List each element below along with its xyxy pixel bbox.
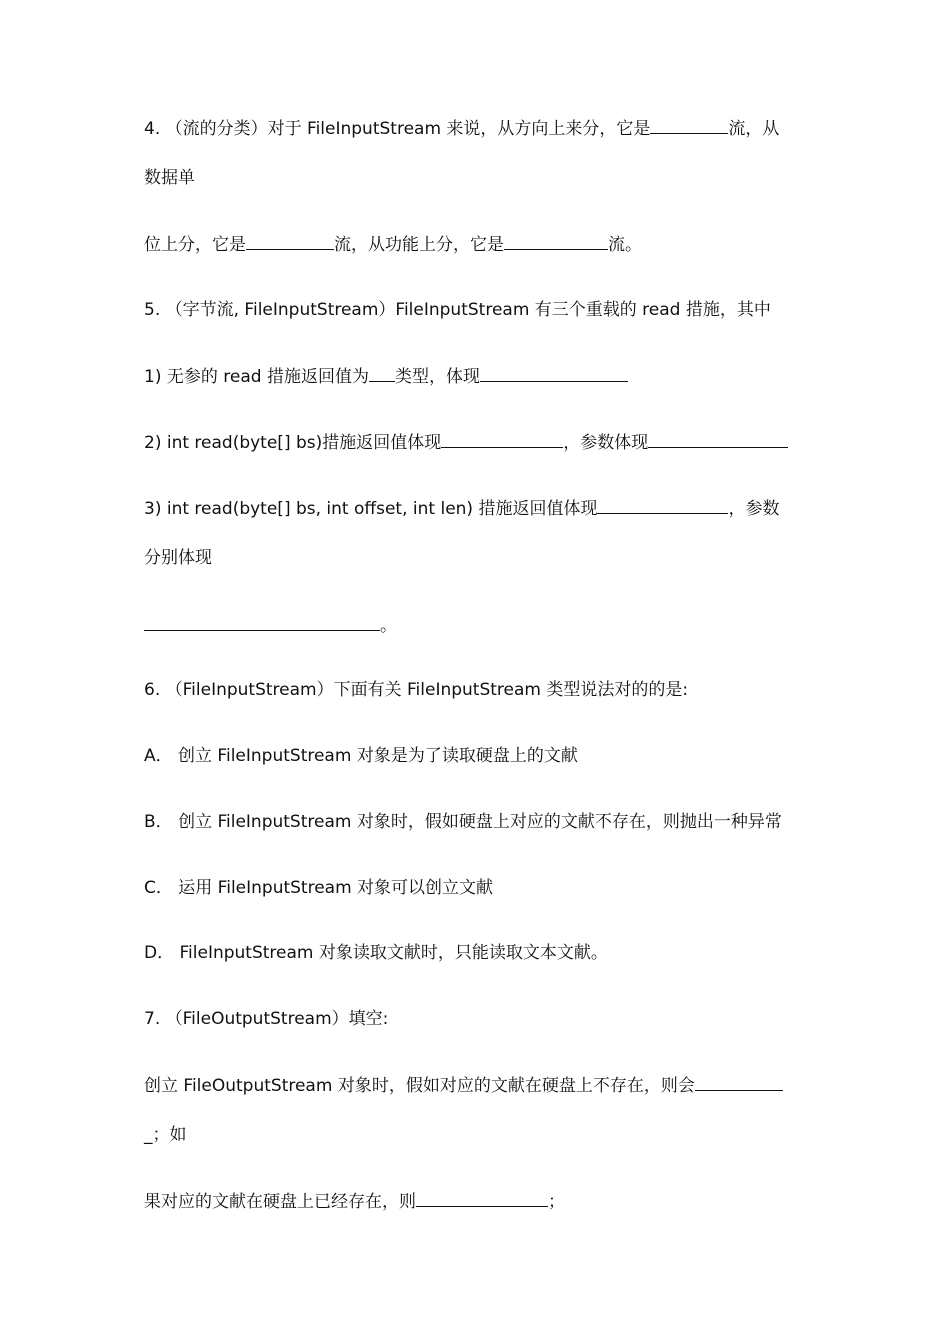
q5-s1-blank-type <box>369 365 395 382</box>
q4-text-c: 数据单 <box>144 168 195 188</box>
q6-title <box>144 679 688 701</box>
q5-title-text: 5. （字节流, FileInputStream）FileInputStream 有三个重载的 read 措施，其中 <box>144 300 771 320</box>
q4-text-e: 流，从功能上分，它是 <box>334 235 504 255</box>
q5-s3d-text: 。 <box>380 616 397 636</box>
q4-line-1 <box>144 117 779 140</box>
q4-text-a: 4. （流的分类）对于 FileInputStream 来说，从方向上来分，它是 <box>144 119 651 139</box>
q5-s3b-text: ，参数 <box>728 499 780 519</box>
q5-s2-blank-param <box>648 431 788 448</box>
q7-line-2 <box>144 1124 187 1146</box>
q7-text-a: 创立 FileOutputStream 对象时，假如对应的文献在硬盘上不存在，则会 <box>144 1076 695 1096</box>
q5-s2b-text: ，参数体现 <box>563 433 649 453</box>
q5-s1b-text: 类型，体现 <box>394 367 480 387</box>
q7-text-c: 果对应的文献在硬盘上已经存在，则 <box>144 1192 416 1212</box>
q5-s3-blank-params <box>144 614 380 631</box>
q5-sub-3-cont <box>144 547 212 569</box>
q4-blank-function <box>504 233 608 250</box>
q4-text-b: 流，从 <box>728 119 780 139</box>
q4-blank-unit <box>246 233 334 250</box>
q7-line-3 <box>144 1190 565 1213</box>
q7-title-text: 7. （FileOutputStream）填空: <box>144 1009 389 1029</box>
q5-sub-1 <box>144 365 628 388</box>
q7-blank-not-exist <box>695 1074 783 1091</box>
q6-option-c-text: C． 运用 FileInputStream 对象可以创立文献 <box>144 878 494 898</box>
q7-line-1 <box>144 1074 783 1097</box>
q4-line-2 <box>144 167 195 189</box>
q6-option-d-text: D． FileInputStream 对象读取文献时，只能读取文本文献。 <box>144 943 608 963</box>
q5-s1-text: 1) 无参的 read 措施返回值为 <box>144 367 369 387</box>
q6-option-a <box>144 745 578 767</box>
q6-option-c <box>144 877 493 899</box>
q5-s1-blank-meaning <box>480 365 628 382</box>
q6-option-a-text: A． 创立 FileInputStream 对象是为了读取硬盘上的文献 <box>144 746 578 766</box>
q5-s2-text: 2) int read(byte[] bs)措施返回值体现 <box>144 433 442 453</box>
q6-option-b-text: B． 创立 FileInputStream 对象时，假如硬盘上对应的文献不存在，则抛出一种异常 <box>144 812 782 832</box>
q5-sub-2 <box>144 431 788 454</box>
q6-title-text: 6. （FileInputStream）下面有关 FileInputStream 类型说法对的的是: <box>144 680 689 700</box>
q5-s2-blank-return <box>441 431 563 448</box>
q6-option-b <box>144 811 782 833</box>
q7-blank-exists <box>416 1190 548 1207</box>
q5-s3-blank-return <box>597 497 728 514</box>
q4-line-3 <box>144 233 642 256</box>
q6-option-d <box>144 942 608 964</box>
q4-text-d: 位上分，它是 <box>144 235 246 255</box>
q7-text-b: _；如 <box>144 1125 187 1145</box>
q7-text-d: ； <box>548 1192 565 1212</box>
q5-sub-3 <box>144 497 779 520</box>
q5-sub-3-blank-line <box>144 614 397 637</box>
q5-s3c-text: 分别体现 <box>144 548 212 568</box>
q7-title <box>144 1008 388 1030</box>
q5-title <box>144 299 771 321</box>
q4-blank-direction <box>650 117 728 134</box>
q5-s3-text: 3) int read(byte[] bs, int offset, int len) 措施返回值体现 <box>144 499 598 519</box>
q4-text-f: 流。 <box>608 235 642 255</box>
